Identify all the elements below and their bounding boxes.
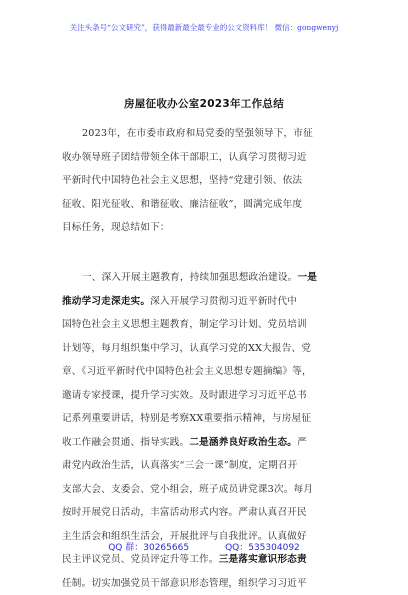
section-line: 记系列重要讲话，特别是考察XX重要指示精神，与房屋征: [62, 407, 348, 431]
section-line: 计划等，每月组织集中学习，认真学习党的XX大报告、党: [62, 337, 348, 361]
section-line: 国特色社会主义思想主题教育，制定学习计划、党员培训: [62, 313, 348, 337]
qq-group-number: 30265665: [143, 543, 189, 553]
point-marker: 一是: [297, 272, 317, 283]
qq-label: QQ：: [225, 543, 248, 553]
section-heading-text: 一、深入开展主题教育，持续加强思想政治建设。: [82, 272, 297, 283]
section-line: [62, 290, 348, 314]
section-line: 任制。切实加强党员干部意识形态管理，组织学习习近平: [62, 572, 348, 595]
section-line: 支部大会、支委会、党小组会，班子成员讲党课3次。每月: [62, 478, 348, 502]
section-line: 章、《习近平新时代中国特色社会主义思想专题摘编》等，: [62, 360, 348, 384]
section-text: 收工作融会贯通、指导实践。: [62, 437, 189, 448]
section-text: 深入开展学习贯彻习近平新时代中: [150, 296, 297, 307]
section-text: 民主评议党员、党员评定升等工作。: [62, 554, 219, 565]
intro-line: 目标任务，现总结如下：: [62, 216, 348, 240]
section-text: 严: [297, 437, 307, 448]
document-title: 房屋征收办公室2023年工作总结: [0, 96, 408, 111]
section-line: 主生活会和组织生活会，开展批评与自我批评。认真做好: [62, 525, 348, 549]
header-banner: 关注头条号“公文研究”，获得最新最全最专业的公文资料库！ 微信：gongwenyj: [0, 22, 408, 33]
intro-line: 2023年，在市委市政府和局党委的坚强领导下，市征: [62, 122, 348, 146]
point-heading: 推动学习走深走实。: [62, 296, 150, 307]
qq-number: 535304092: [248, 543, 300, 553]
point-marker: 二是: [189, 437, 209, 448]
intro-line: 收办领导班子团结带领全体干部职工，认真学习贯彻习近: [62, 146, 348, 170]
section-line: 邀请专家授课，提升学习实效。及时跟进学习习近平总书: [62, 384, 348, 408]
section-line: [62, 431, 348, 455]
section-line: 按时开展党日活动，丰富活动形式内容。严肃认真召开民: [62, 501, 348, 525]
intro-line: 征收、阳光征收、和谐征收、廉洁征收”，圆满完成年度: [62, 193, 348, 217]
intro-paragraph: [62, 122, 348, 240]
intro-line: 平新时代中国特色社会主义思想，坚持“党建引领、依法: [62, 169, 348, 193]
section-line: 肃党内政治生活，认真落实“三会一课”制度，定期召开: [62, 454, 348, 478]
qq-group-label: QQ 群：: [108, 543, 143, 553]
point-heading: 涵养良好政治生态。: [209, 437, 297, 448]
point-marker: 三是: [219, 554, 239, 565]
section-line: [62, 266, 348, 290]
footer-contact: [0, 540, 408, 553]
point-heading: 落实意识形态责: [238, 554, 307, 565]
